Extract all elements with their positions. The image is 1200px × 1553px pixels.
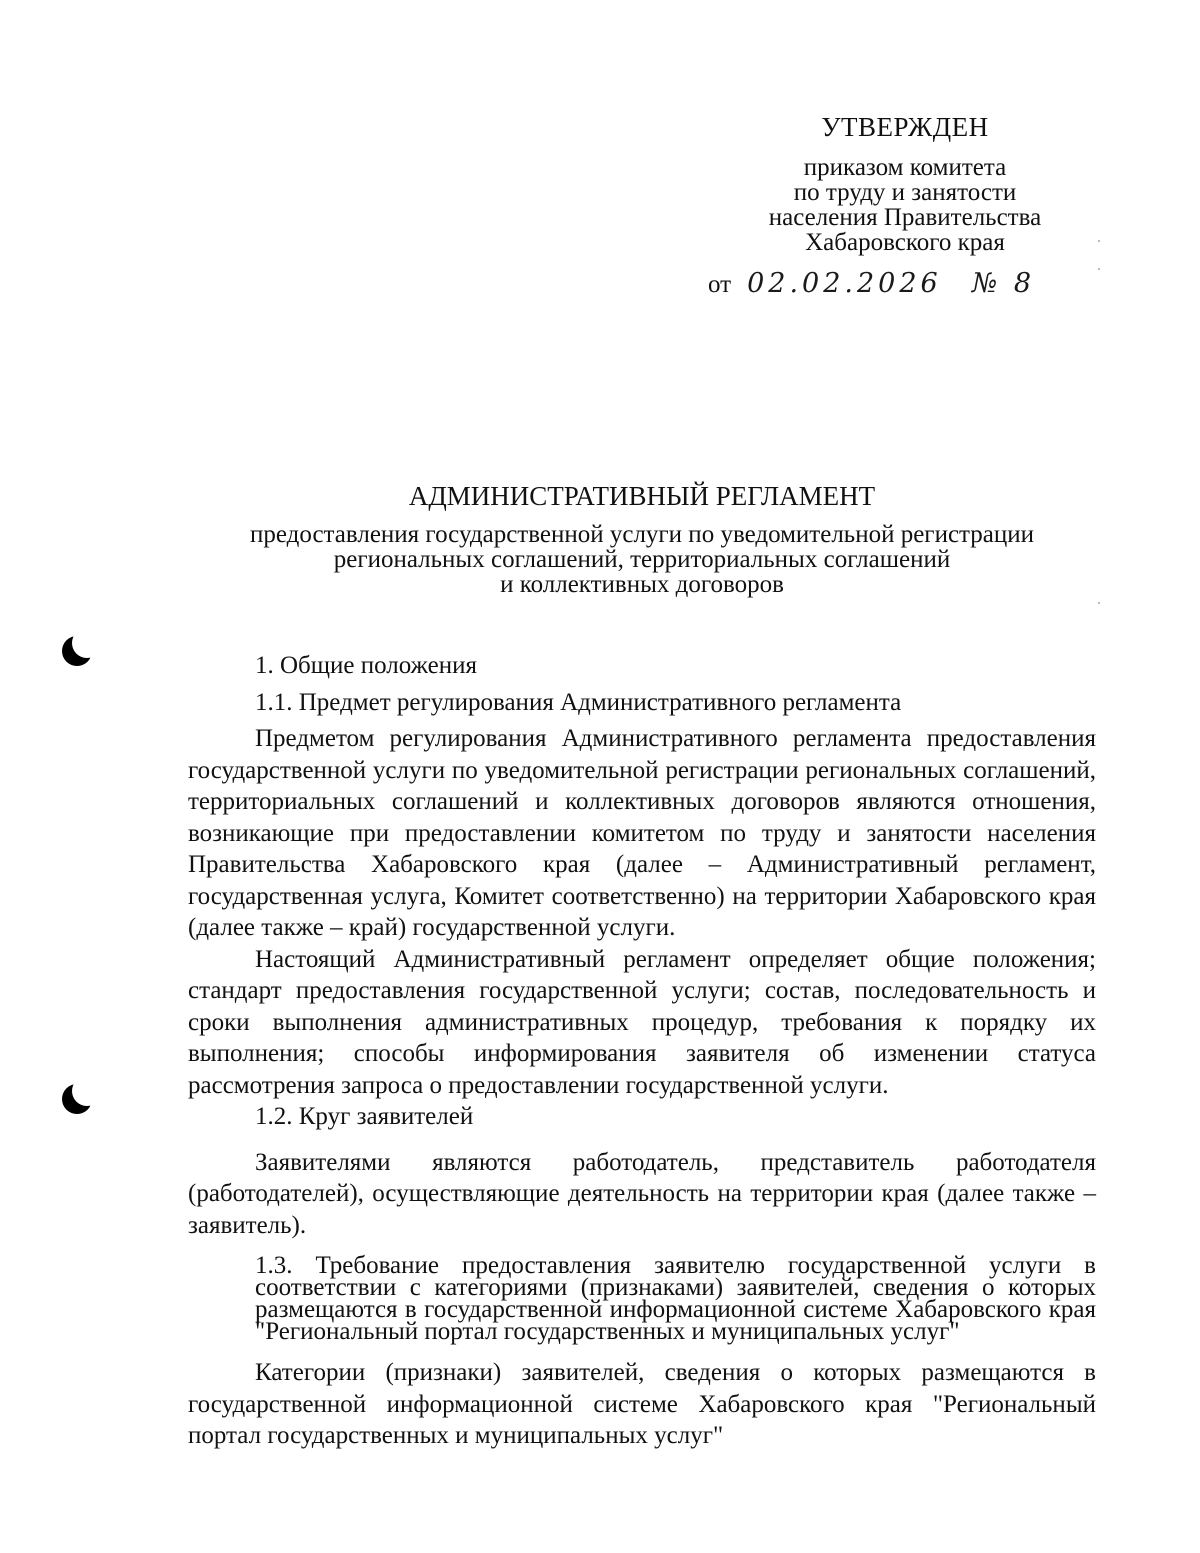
- subtitle-line: и коллективных договоров: [500, 571, 784, 598]
- approval-line: приказом комитета: [803, 154, 1007, 181]
- body-paragraph: Настоящий Административный регламент определяет общие положения; стандарт предоставления государственной услуги; состав, последовательность и сроки выполнения административных процедур, требования к порядку их выполнения; способы информирования заявителя об изменении статуса рассмотрения запроса о предоставлении государственной услуги.: [188, 945, 1096, 1099]
- binding-hole-mark-icon: [62, 1084, 92, 1114]
- approval-line: населения Правительства: [768, 204, 1042, 231]
- body-paragraph: Заявителями являются работодатель, представитель работодателя (работодателей), осуществляющие деятельность на территории края (далее также – заявитель).: [188, 1148, 1096, 1239]
- approval-stamp-block: [740, 112, 1070, 255]
- subtitle-line: предоставления государственной услуги по уведомительной регистрации: [249, 521, 1035, 548]
- section-heading: 1.3. Требование предоставления заявителю государственной услуги в соответствии с категориями (признаками) заявителей, сведения о которых размещаются в государственной информационной системе Хабаровского края "Региональный портал государственных и муниципальных услуг": [255, 1252, 1096, 1345]
- section-heading: 1.2. Круг заявителей: [255, 1103, 474, 1130]
- body-paragraph: Категории (признаки) заявителей, сведения о которых размещаются в государственной информационной системе Хабаровского края "Региональный портал государственных и муниципальных услуг": [188, 1359, 1096, 1449]
- approval-line: по труду и занятости: [793, 179, 1017, 206]
- handwritten-date: 02.02.2026: [747, 268, 942, 299]
- scan-speck: [1098, 268, 1100, 270]
- scan-speck: [1098, 602, 1100, 604]
- handwritten-number: № 8: [971, 268, 1036, 299]
- section-heading: 1.1. Предмет регулирования Административного регламента: [255, 688, 902, 716]
- subtitle-line: региональных соглашений, территориальных соглашений: [333, 546, 951, 573]
- document-subtitle: [0, 522, 1200, 597]
- section-heading: 1. Общие положения: [255, 652, 477, 679]
- approval-date-line: [708, 268, 1035, 299]
- approval-title: УТВЕРЖДЕН: [821, 112, 989, 142]
- document-body: [188, 650, 1096, 1452]
- approval-line: Хабаровского края: [805, 229, 1005, 256]
- binding-hole-mark-icon: [62, 636, 92, 666]
- body-paragraph: Предметом регулирования Административного регламента предоставления государственной услуги по уведомительной регистрации региональных соглашений, территориальных соглашений и коллективных договоров являются отношения, возникающие при предоставлении комитетом по труду и занятости населения Правительства Хабаровского края (далее – Административный регламент, государственная услуга, Комитет соответственно) на территории Хабаровского края (далее также – край) государственной услуги.: [188, 725, 1096, 941]
- date-prefix: от: [708, 271, 732, 298]
- document-title: АДМИНИСТРАТИВНЫЙ РЕГЛАМЕНТ: [408, 481, 876, 511]
- scan-speck: [1098, 240, 1100, 242]
